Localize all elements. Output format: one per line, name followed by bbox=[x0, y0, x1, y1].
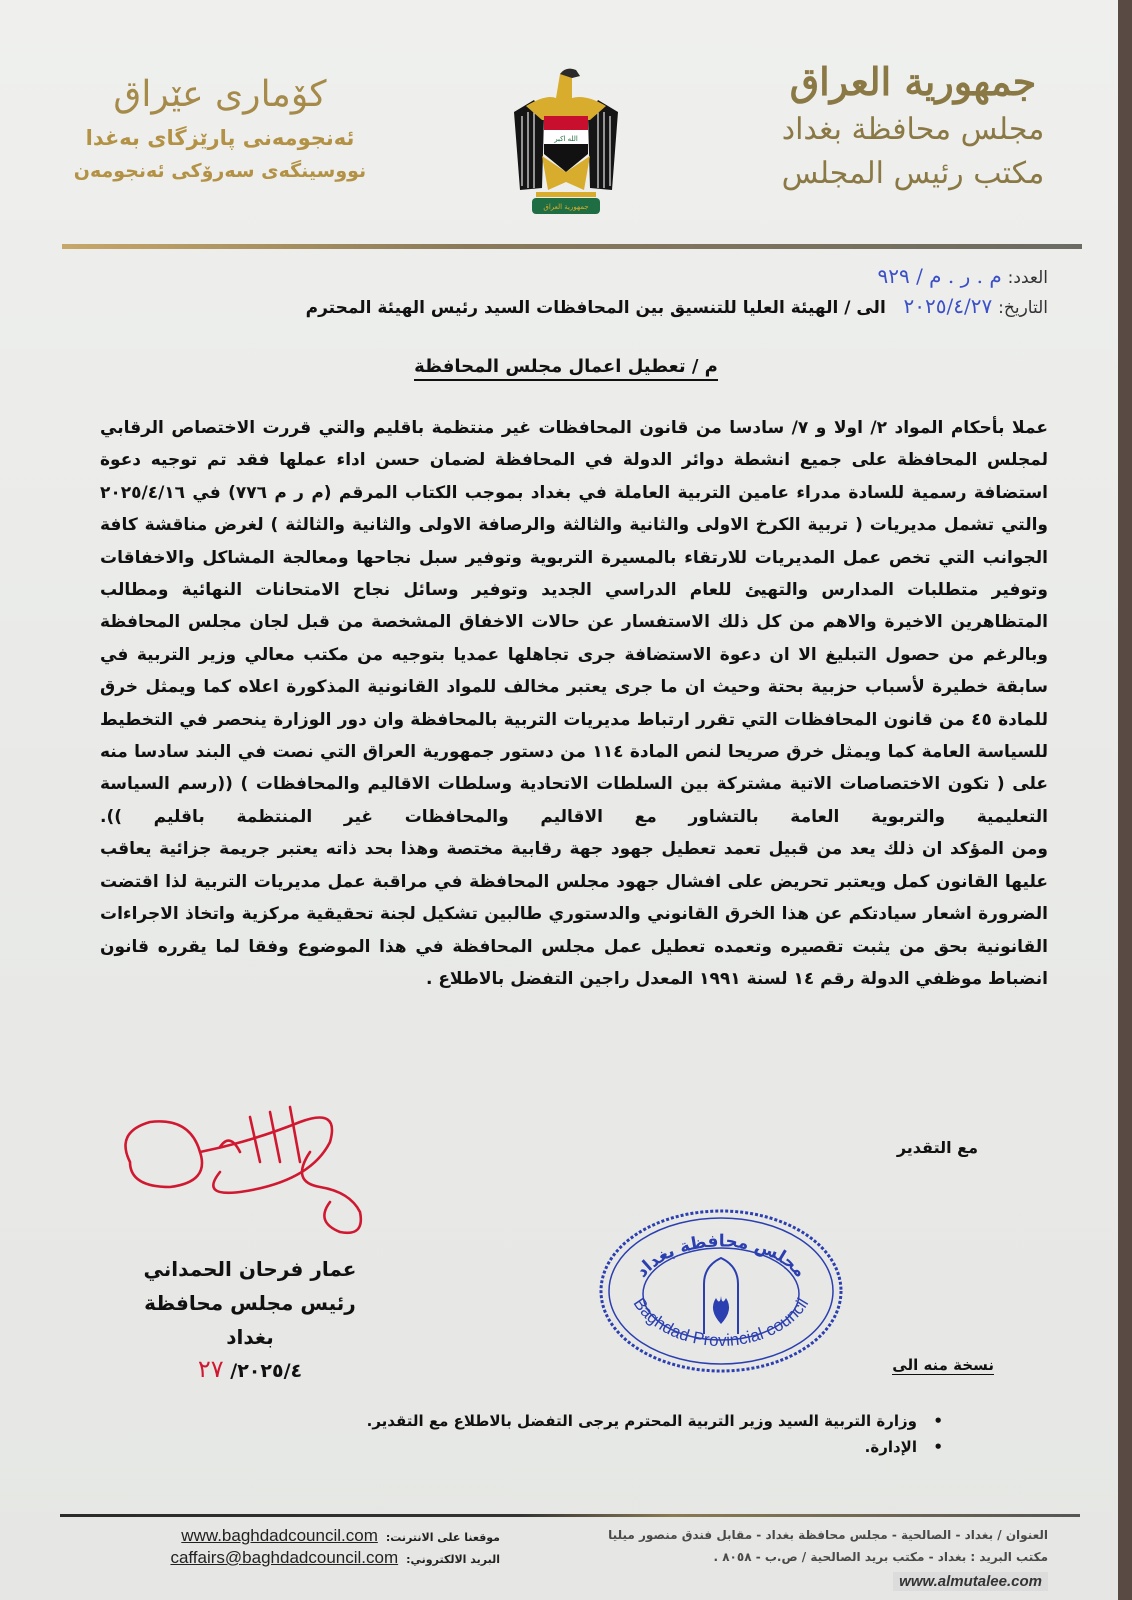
signatory-date-handwritten: ٢٧ bbox=[197, 1355, 224, 1383]
letterhead-republic: جمهورية العراق bbox=[789, 59, 1037, 104]
letterhead-arabic bbox=[778, 56, 1048, 196]
letterhead-kurdish bbox=[70, 70, 370, 186]
header-divider bbox=[62, 244, 1082, 249]
signatory-title: رئيس مجلس محافظة بغداد bbox=[144, 1291, 356, 1349]
signatory-name: عمار فرحان الحمداني bbox=[143, 1257, 357, 1281]
recipient: الى / الهيئة العليا للتنسيق بين المحافظات السيد رئيس الهيئة المحترم bbox=[305, 298, 886, 318]
footer-website-row bbox=[60, 1526, 500, 1548]
footer-address-line: العنوان / بغداد - الصالحية - مجلس محافظة بغداد - مقابل فندق منصور ميليا bbox=[608, 1528, 1048, 1542]
signatory-date bbox=[120, 1354, 380, 1386]
footer-website-link[interactable]: www.baghdadcouncil.com bbox=[181, 1526, 378, 1545]
subject-line bbox=[0, 356, 1132, 377]
stamp-english-text: Baghdad Provincial council bbox=[629, 1294, 813, 1351]
emblem-caption: جمهورية العراق bbox=[543, 203, 589, 211]
signatory-block bbox=[120, 1252, 380, 1386]
letterhead-kurdish-council: ئەنجومەنی پارێزگای بەغدا bbox=[85, 126, 355, 150]
footer-po-box-line: مكتب البريد : بغداد - مكتب بريد الصالحية / ص.ب - ٨٠٥٨ . bbox=[713, 1550, 1048, 1564]
stamp-arabic-text: مجلس محافظة بغداد bbox=[632, 1231, 810, 1282]
footer-email-link[interactable]: caffairs@baghdadcouncil.com bbox=[170, 1548, 399, 1567]
cc-list-item: • وزارة التربية السيد وزير التربية المحترم يرجى التفضل بالاطلاع مع التقدير. bbox=[367, 1408, 943, 1434]
body-paragraph: عملا بأحكام المواد ٢/ اولا و ٧/ سادسا من قانون المحافظات غير منتظمة باقليم والتي قررت الاختصاص الرقابي لمجلس المحافظة على جميع انشطة دوائر الدولة في المحافظة لضمان حسن اداء عملها فقد تم توجيه دعوة استضافة رسمية للسادة مدراء عامين التربية العاملة في بغداد بموجب الكتاب المرقم (م ر م ٧٧٦) في ٢٠٢٥/٤/١٦ والتي تشمل مديريات ( تربية الكرخ الاولى والثانية والثالثة والرصافة الاولى والثانية والثالثة ) لغرض مناقشة كافة الجوانب التي تخص عمل المديريات للارتقاء بالمسيرة التربوية وتوفير سبل نجاحها ومعالجة المشاكل والاخفاقات وتوفير متطلبات المدارس والتهيئ للعام الدراسي الجديد وتوفير وسائل نجاح الامتحانات النهائية ومطالب المتظاهرين الاخيرة والاهم من كل ذلك الاستفسار عن حالات الاخفاق المشخصة من قبل لجان مجلس المحافظة وبالرغم من حصول التبليغ الا ان دعوة الاستضافة جرى تجاهلها عمديا بتوجيه من مكتب معالي وزير التربية في سابقة خطيرة لأسباب حزبية بحتة وحيث ان ما جرى يعتبر مخالف للمواد القانونية المذكورة اعلاه كما ويمثل خرق للمادة ٤٥ من قانون المحافظات التي تقرر ارتباط مديريات التربية بالمحافظة وان دور الوزارة ينحصر في التخطيط للسياسة العامة كما ويمثل خرق صريحا لنص المادة ١١٤ من دستور جمهورية العراق التي نصت في البند سادسا منه على ( تكون الاختصاصات الاتية مشتركة بين السلطات الاتحادية وسلطات الاقاليم والمحافظات ) ((رسم السياسة التعليمية والتربوية العامة بالتشاور مع الاقاليم والمحافظات غير المنتظمة باقليم )). bbox=[100, 418, 1048, 827]
date-and-recipient bbox=[306, 294, 1048, 318]
reference-number-label: العدد: bbox=[1007, 268, 1048, 288]
footer-address bbox=[608, 1524, 1048, 1568]
cc-list-item: • الإدارة. bbox=[367, 1434, 943, 1460]
council-stamp bbox=[596, 1206, 846, 1376]
source-watermark: www.almutalee.com bbox=[893, 1572, 1048, 1591]
cc-title-text: نسخة منه الى bbox=[892, 1356, 994, 1374]
iraq-eagle-emblem-icon bbox=[506, 60, 626, 220]
signatory-date-printed: ٢٠٢٥/٤/ bbox=[230, 1360, 303, 1382]
footer-contacts bbox=[60, 1526, 500, 1570]
footer-website-label: موقعنا على الانترنت: bbox=[385, 1531, 500, 1544]
footer-email-row bbox=[60, 1548, 500, 1570]
footer-email-label: البريد الالكتروني: bbox=[406, 1553, 500, 1566]
letterhead-kurdish-office: نووسینگەی سەرۆكی ئەنجومەن bbox=[73, 160, 367, 182]
reference-number-value: م . ر . م / ٩٢٩ bbox=[877, 264, 1002, 288]
letter-body bbox=[100, 412, 1048, 995]
letterhead-kurdish-republic: كۆماری عێراق bbox=[113, 74, 327, 115]
letterhead-council: مجلس محافظة بغداد bbox=[781, 112, 1045, 147]
emblem-motto: الله اكبر bbox=[554, 135, 578, 143]
cc-list bbox=[367, 1408, 943, 1460]
body-paragraph: ومن المؤكد ان ذلك يعد من قبيل تعمد تعطيل جهود جهة رقابية مختصة وهذا بحد ذاته يعتبر جريمة جزائية يعاقب عليها القانون كمل ويعتبر تحريض على افشال جهود مجلس المحافظة في مراقبة عمل مديريات التربية لذا اقتضت الضرورة اشعار سيادتكم عن هذا الخرق القانوني والدستوري طالبين تشكيل لجنة تحقيقية مركزية واتخاذ الاجراءات القانونية بحق من يثبت تقصيره وتعمده تعطيل عمل مجلس المحافظة في هذا الموضوع وفقا لما يقرره قانون انضباط موظفي الدولة رقم ١٤ لسنة ١٩٩١ المعدل راجين التفضل بالاطلاع . bbox=[100, 839, 1048, 989]
cc-title bbox=[892, 1356, 994, 1374]
handwritten-signature bbox=[110, 1092, 410, 1252]
reference-number bbox=[877, 264, 1048, 288]
letterhead-office: مكتب رئيس المجلس bbox=[781, 156, 1045, 191]
svg-text:مجلس محافظة بغداد bbox=[632, 1231, 810, 1281]
subject-text: م / تعطيل اعمال مجلس المحافظة bbox=[414, 356, 718, 381]
date-value: ٢٠٢٥/٤/٢٧ bbox=[903, 294, 993, 318]
closing-phrase: مع التقدير bbox=[896, 1138, 978, 1157]
footer-divider bbox=[60, 1514, 1080, 1517]
date-label: التاريخ: bbox=[998, 298, 1048, 318]
